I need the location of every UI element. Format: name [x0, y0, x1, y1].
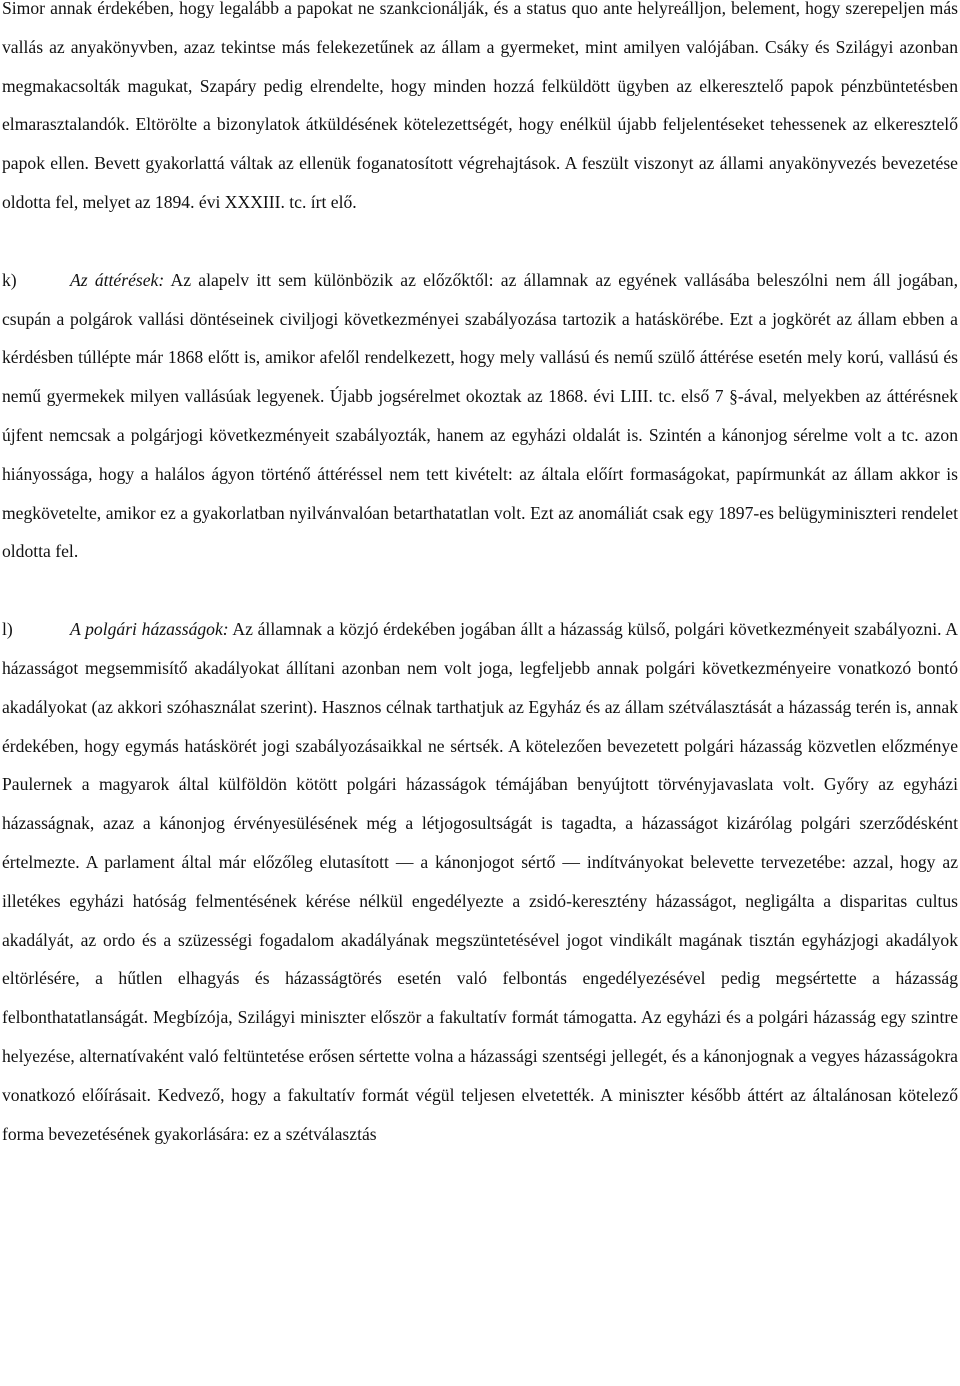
paragraph-intro: Simor annak érdekében, hogy legalább a papokat ne szankcionálják, és a status quo ante helyreálljon, belement, hogy szerepeljen más vallás az anyakönyvben, azaz tekintse más felekezetűnek az állam a gyermeket, mint amilyen valójában. Csáky és Szilágyi azonban megmakacsolták magukat, Szapáry pedig elrendelte, hogy minden hozzá felküldött ügyben az elkeresztelő papok pénzbüntetésben elmarasztalandók. Eltörölte a bizonylatok átküldésének kötelezettségét, hogy enélkül újabb feljelentéseket tehessenek az elkeresztelő papok ellen. Bevett gyakorlattá váltak az ellenük foganatosított végrehajtások. A feszült viszonyt az állami anyakönyvezés bevezetése oldotta fel, melyet az 1894. évi XXXIII. tc. írt elő. [2, 0, 958, 212]
section-heading-attteresek: Az áttérések: [70, 269, 165, 290]
section-marker-k: k) [2, 269, 17, 290]
section-marker-l: l) [2, 619, 13, 640]
paragraph-body-k: Az alapelv itt sem különbözik az előzőktől: az államnak az egyének vallásába beleszólni nem áll jogában, csupán a polgárok vallási döntéseinek civiljogi következményei szabályozása tartozik a hatáskörébe. Ezt a jogkörét az állam ebben a kérdésben túllépte már 1868 előtt is, amikor afelől rendelkezett, hogy mely vallású és nemű szülő áttérése esetén mely korú, vallású és nemű gyermekek milyen vallásúak legyenek. Újabb jogsérelmet okoztak az 1868. évi LIII. tc. első 7 §-ával, melyekben az áttérésnek újfent nemcsak a polgárjogi következményeit szabályozták, hanem az egyházi oldalát is. Szintén a kánonjog sérelme volt a tc. azon hiányossága, hogy a halálos ágyon történő áttéréssel nem tett kivételt: az általa előírt formaságokat, papírmunkát az állam akkor is megkövetelte, amikor ez a gyakorlatban nyilvánvalóan betarthatatlan volt. Ezt az anomáliát csak egy 1897-es belügyminiszteri rendelet oldotta fel. [2, 269, 958, 562]
section-heading-polgari-hazassagok: A polgári házasságok: [70, 619, 229, 640]
paragraph-body-l: Az államnak a közjó érdekében jogában állt a házasság külső, polgári következményeit szabályozni. A házasságot megsemmisítő akadályokat állítani azonban nem volt joga, legfeljebb annak polgári következményeire vonatkozó bontó akadályokat (az akkori szóhasználat szerint). Hasznos célnak tarthatjuk az Egyház és az állam szétválasztását a házasság terén is, annak érdekében, hogy egymás hatáskörét jogi szabályozásaikkal ne sértsék. A kötelezően bevezetett polgári házasság közvetlen előzménye Paulernek a magyarok által külföldön kötött polgári házasságok témájában benyújtott törvényjavaslata volt. Győry az egyházi házasságnak, azaz a kánonjog érvényesülésének még a létjogosultságát is tagadta, a házasságot kizárólag polgári szerződésként értelmezte. A parlament által már előzőleg elutasított — a kánonjogot sértő — indítványokat belevette tervezetébe: azzal, hogy az illetékes egyházi hatóság felmentésének kérése nélkül engedélyezte a zsidó-keresztény házasságot, negligálta a disparitas cultus akadályát, az ordo és a szüzességi fogadalom akadályának megszüntetésével jogot vindikált magának tisztán egyházjogi akadályok eltörlésére, a hűtlen elhagyás és házasságtörés esetén való felbontás engedélyezésével pedig megsértette a házasság felbonthatatlanságát. Megbízója, Szilágyi miniszter először a fakultatív formát támogatta. Az egyházi és a polgári házasság egy szintre helyezése, alternatívaként való feltüntetése erősen sértette volna a házassági szentségi jellegét, és a kánonjognak a vegyes házasságokra vonatkozó előírásait. Kedvező, hogy a fakultatív formát végül teljesen elvetették. A miniszter később áttért az általánosan kötelező forma bevezetésének gyakorlására: ez a szétválasztás [2, 619, 958, 1144]
paragraph-k-attteresek [2, 261, 958, 571]
paragraph-l-polgari-hazassagok [2, 610, 958, 1153]
